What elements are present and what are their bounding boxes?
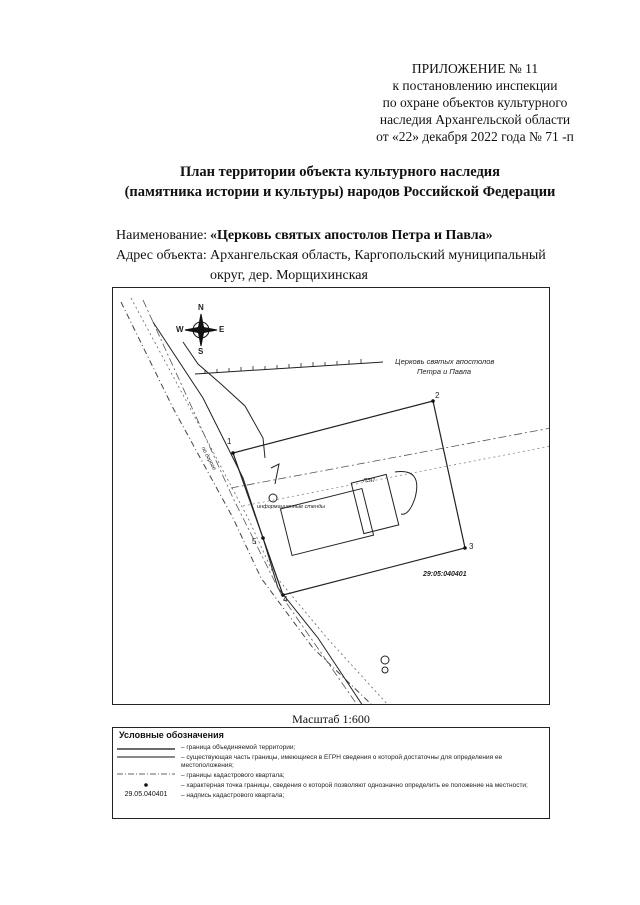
compass-e-label: E [219,325,225,334]
stand-line [271,464,279,484]
plan-title-line: (памятника истории и культуры) народов Российской Федерации [124,184,556,200]
territory-boundary [233,401,465,595]
map-scale: Масштаб 1:600 [292,712,370,726]
plan-title [80,162,600,202]
road-edge-line [153,322,363,705]
annex-line: по охране объектов культурного [382,95,568,110]
legend-quarter-symbol: 29.05.040401 [124,791,168,798]
legend-item: – характерная точка границы, сведения о которой позволяют однозначно определить ее положение на местности; [181,782,528,789]
point-label: 2 [435,391,440,400]
boundary-points [231,399,467,597]
legend-item: – границы кадастрового квартала; [181,772,285,779]
stand-label: информационные стенды [257,504,326,510]
name-value: «Церковь святых апостолов Петра и Павла» [210,228,493,243]
compass-s-label: S [198,347,204,356]
compass-n-label: N [198,303,204,312]
legend-item: – надпись кадастрового квартала; [181,792,285,799]
point-label: 4 [283,595,288,604]
name-label: Наименование: [116,228,208,243]
map-drawing [113,288,550,705]
church-building [280,472,416,556]
point-label: 3 [469,542,474,551]
legend-symbol-boundary [117,747,175,751]
legend-item: – граница объединяемой территории; [181,744,296,751]
church-label: Петра и Павла [417,367,472,376]
legend-symbol-existing [117,755,175,759]
legend [112,727,550,819]
address-value-line2: округ, дер. Морщихинская [210,268,368,283]
legend-item: – существующая часть границы, имеющиеся в ЕГРН сведения о которой достаточны для определения ее [181,754,503,761]
address-value-line1: Архангельская область, Каргопольский муниципальный [210,248,546,263]
road-dashed-line [121,302,373,705]
quarter-label: 29:05:040401 [423,571,467,578]
territory-map [112,287,550,705]
road-label: по дороге [199,446,217,472]
compass-w-label: W [176,325,184,334]
quarter-boundary-line [243,446,550,506]
power-line-label: ЛЭП [363,478,375,484]
legend-symbol-point [117,781,175,789]
annex-number: ПРИЛОЖЕНИЕ № 11 [411,61,539,76]
quarter-boundary-line [231,428,550,488]
legend-symbol-quarter [117,772,175,776]
church-label: Церковь святых апостолов [395,357,495,366]
annex-date-line: от «22» декабря 2022 года № 71 -п [376,129,574,144]
address-label: Адрес объекта: [116,248,207,263]
annex-line: к постановлению инспекции [392,78,558,93]
compass-rose-icon [185,314,217,346]
annex-line: наследия Архангельской области [379,112,571,127]
annex-header [350,60,600,145]
plan-title-line: План территории объекта культурного наследия [179,164,500,180]
legend-title: Условные обозначения [119,730,224,740]
legend-item: местоположения; [181,762,234,769]
point-label: 1 [227,437,232,446]
point-label: 5 [252,537,257,546]
